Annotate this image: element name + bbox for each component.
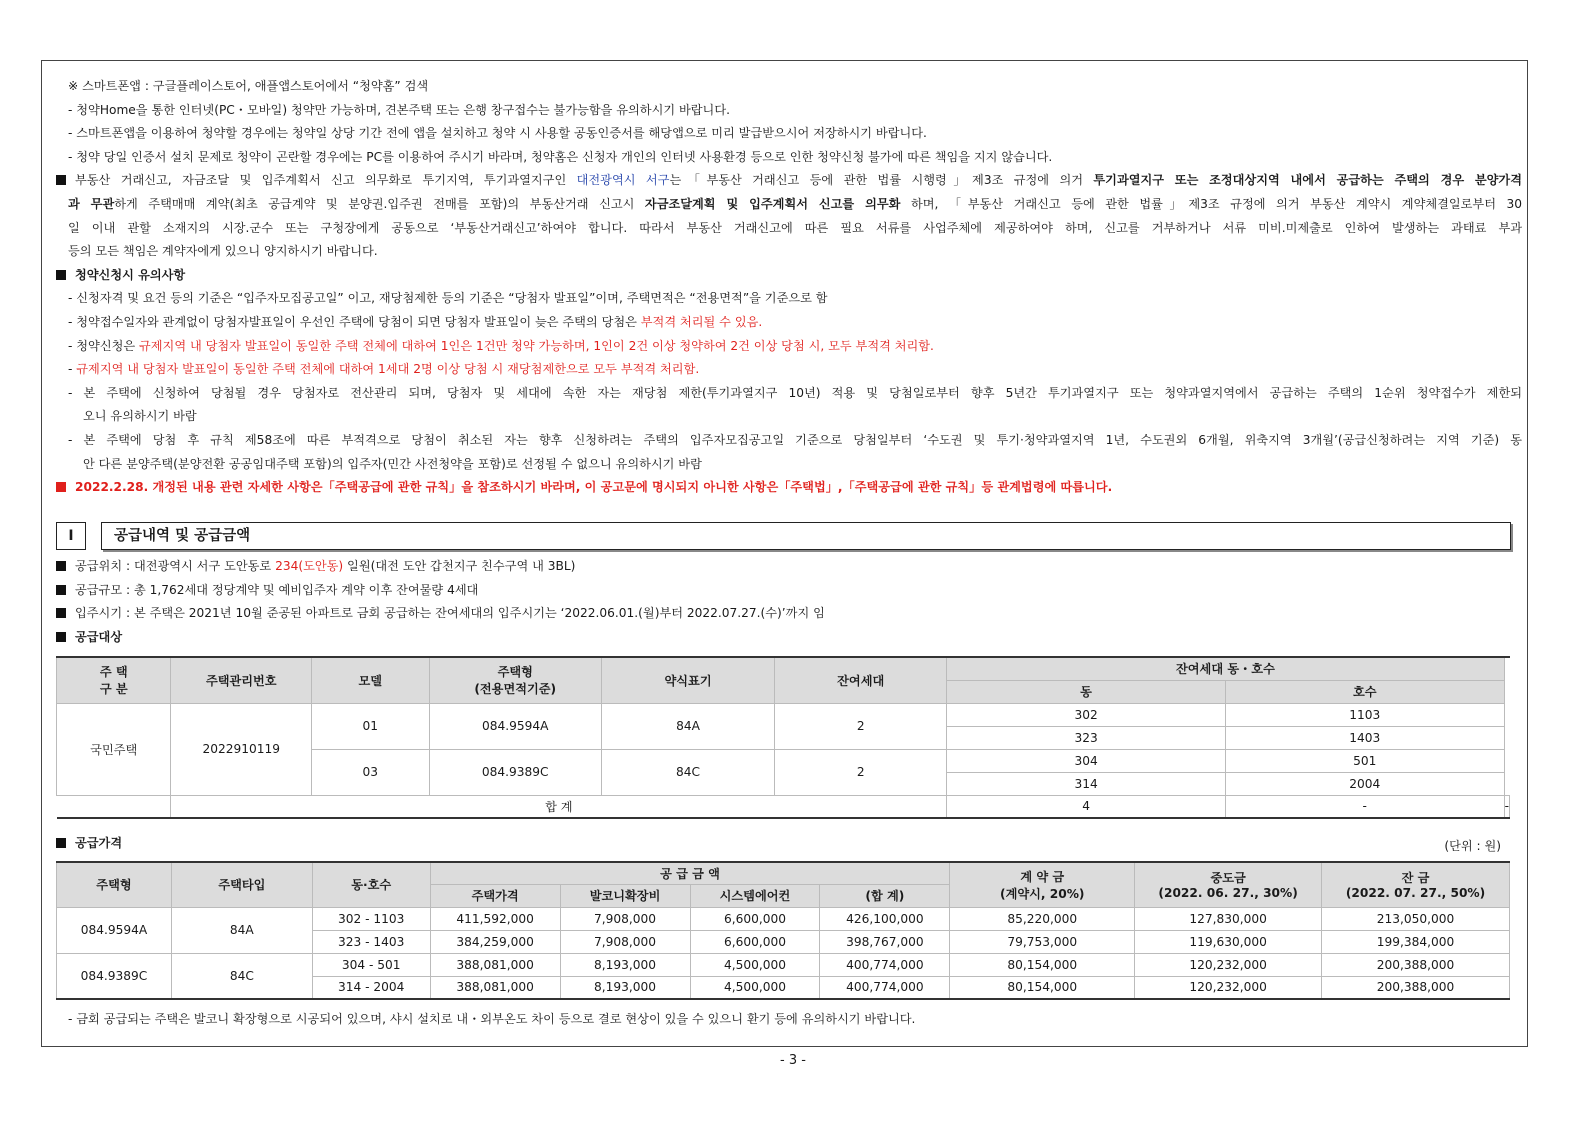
deposit-cell: 79,753,000 (950, 930, 1135, 953)
price-title: 공급가격 (56, 832, 122, 856)
notice-bullet: - 스마트폰앱을 이용하여 청약할 경우에는 청약일 상당 기간 전에 앱을 설치하고 청약 시 사용할 공동인증서를 해당앱으로 미리 발급받으시어 저장하시기 바랍니다. (68, 126, 927, 141)
dong-cell: 302 (947, 703, 1226, 726)
supply-target-title: 공급대상 (56, 626, 1522, 650)
header-dongho: 잔여세대 동・호수 (947, 657, 1504, 680)
model-cell: 03 (312, 749, 429, 795)
header-dongho: 동·호수 (312, 862, 430, 907)
page-frame (41, 60, 1528, 1047)
type-cell: 84A (171, 907, 312, 953)
square-bullet-icon (56, 175, 66, 185)
price-cell: 411,592,000 (430, 907, 560, 930)
table-row (57, 953, 1510, 976)
caution-item-cont: 안 다른 분양주택(분양전환 공공임대주택 포함)의 입주자(민간 사전청약을 포함)로 선정될 수 없으니 유의하시기 바람 (83, 456, 702, 471)
short-cell: 84A (601, 703, 774, 749)
mgmt-no-cell: 2022910119 (171, 703, 312, 795)
dong-cell: 314 (947, 772, 1226, 795)
header-dong: 동 (947, 680, 1226, 703)
price-cell: 384,259,000 (430, 930, 560, 953)
dongho-cell: 302 - 1103 (312, 907, 430, 930)
ho-cell: 1403 (1225, 726, 1504, 749)
price-cell: 388,081,000 (430, 976, 560, 999)
supply-target-table (56, 656, 1510, 819)
aircon-cell: 6,600,000 (690, 907, 820, 930)
header-aircon: 시스템에어컨 (690, 884, 820, 907)
supply-info (56, 555, 1522, 649)
category-cell: 국민주택 (57, 703, 171, 795)
section-title: 공급내역 및 공급금액 (101, 522, 1511, 550)
balcony-cell: 7,908,000 (560, 930, 690, 953)
total-dong: - (1225, 795, 1504, 818)
caution-item: - 규제지역 내 당첨자 발표일이 동일한 주택 전체에 대하여 1세대 2명 이상 당첨 시 재당첨제한으로 모두 부적격 처리함. (68, 362, 700, 377)
aircon-cell: 6,600,000 (690, 930, 820, 953)
deposit-cell: 85,220,000 (950, 907, 1135, 930)
header-balance: 잔 금 (2022. 07. 27., 50%) (1322, 862, 1510, 907)
balance-cell: 199,384,000 (1322, 930, 1510, 953)
balcony-cell: 8,193,000 (560, 976, 690, 999)
balance-cell: 200,388,000 (1322, 953, 1510, 976)
square-bullet-icon (56, 270, 66, 280)
header-price: 주택가격 (430, 884, 560, 907)
notice-section (56, 75, 1522, 500)
caution-item: - 청약신청은 규제지역 내 당첨자 발표일이 동일한 주택 전체에 대하여 1인은 1건만 청약 가능하며, 1인이 2건 이상 청약하여 2건 이상 당첨 시, 모두 부적격 처리함. (68, 338, 934, 353)
header-house-type: 주택형 (전용면적기준) (429, 657, 601, 703)
aircon-cell: 4,500,000 (690, 976, 820, 999)
ho-cell: 2004 (1225, 772, 1504, 795)
sum-cell: 398,767,000 (820, 930, 950, 953)
header-type: 주택타입 (171, 862, 312, 907)
dongho-cell: 314 - 2004 (312, 976, 430, 999)
price-unit: (단위 : 원) (1444, 839, 1501, 853)
remain-cell: 2 (775, 749, 947, 795)
header-supply-amount: 공 급 금 액 (430, 862, 950, 884)
remain-cell: 2 (775, 703, 947, 749)
header-balcony: 발코니확장비 (560, 884, 690, 907)
middle-cell: 120,232,000 (1135, 953, 1322, 976)
table-row (57, 703, 1510, 726)
realestate-notice-line: 과 무관하게 주택매매 계약(최초 공급계약 및 분양권.입주권 전매를 포함)의 부동산거래 신고시 자금조달계획 및 입주계획서 신고를 의무화 하며, 「부동산 거래신고 등에 관한 법률」제3조 규정에 의거 부동산 계약시 계약체결일로부터 30 (68, 196, 1523, 211)
caution-title: 청약신청시 유의사항 (56, 264, 1522, 288)
dongho-cell: 304 - 501 (312, 953, 430, 976)
ho-cell: 1103 (1225, 703, 1504, 726)
dongho-cell: 323 - 1403 (312, 930, 430, 953)
caution-item: - 본 주택에 당첨 후 규칙 제58조에 따른 부적격으로 당첨이 취소된 자는 향후 신청하려는 주택의 입주자모집공고일 기준으로 당첨일부터 ‘수도권 및 투기·청약과열지역 1년, 수도권외 6개월, 위축지역 3개월’(공급신청하려는 지역 기준) 동 (68, 432, 1522, 447)
header-sum: (합 계) (820, 884, 950, 907)
realestate-notice-line: 일 이내 관할 소재지의 시장.군수 또는 구청장에게 공동으로 ‘부동산거래신고’하여야 합니다. 따라서 부동산 거래신고에 따른 필요 서류를 사업주체에 제공하여야 하며, 신고를 거부하거나 서류 미비.미제출로 인하여 발생하는 과태료 부과 (68, 220, 1522, 235)
middle-cell: 127,830,000 (1135, 907, 1322, 930)
price-footnote: - 금회 공급되는 주택은 발코니 확장형으로 시공되어 있으며, 샤시 설치로 내・외부온도 차이 등으로 결로 현상이 있을 수 있으니 환기 등에 유의하시기 바랍니다. (68, 1012, 916, 1026)
ho-cell: 501 (1225, 749, 1504, 772)
header-deposit: 계 약 금 (계약시, 20%) (950, 862, 1135, 907)
square-bullet-icon (56, 608, 66, 618)
header-house-category: 주 택 구 분 (57, 657, 171, 703)
type-cell: 84C (171, 953, 312, 999)
supply-price-table (56, 861, 1510, 1000)
table-row (57, 907, 1510, 930)
rule-notice: 2022.2.28. 개정된 내용 관련 자세한 사항은「주택공급에 관한 규칙」을 참조하시기 바라며, 이 공고문에 명시되지 아니한 사항은「주택법」,「주택공급에 관한 규칙」등 관계법령에 따릅니다. (56, 476, 1522, 500)
balcony-cell: 7,908,000 (560, 907, 690, 930)
square-bullet-icon (56, 561, 66, 571)
square-bullet-icon (56, 482, 66, 492)
supply-movein: 입주시기 : 본 주택은 2021년 10월 준공된 아파트로 금회 공급하는 잔여세대의 입주시기는 ‘2022.06.01.(월)부터 2022.07.27.(수)’까지 임 (56, 602, 1522, 626)
total-label: 합 계 (171, 795, 947, 818)
deposit-cell: 80,154,000 (950, 976, 1135, 999)
square-bullet-icon (56, 585, 66, 595)
house-cell: 084.9389C (57, 953, 172, 999)
deposit-cell: 80,154,000 (950, 953, 1135, 976)
balcony-cell: 8,193,000 (560, 953, 690, 976)
balance-cell: 213,050,000 (1322, 907, 1510, 930)
supply-scale: 공급규모 : 총 1,762세대 정당계약 및 예비입주자 계약 이후 잔여물량 4세대 (56, 579, 1522, 603)
square-bullet-icon (56, 838, 66, 848)
header-short: 약식표기 (601, 657, 774, 703)
house-type-cell: 084.9389C (429, 749, 601, 795)
sum-cell: 400,774,000 (820, 953, 950, 976)
header-remain: 잔여세대 (775, 657, 947, 703)
sum-cell: 400,774,000 (820, 976, 950, 999)
sum-cell: 426,100,000 (820, 907, 950, 930)
supply-location: 공급위치 : 대전광역시 서구 도안동로 234(도안동) 일원(대전 도안 갑천지구 친수구역 내 3BL) (56, 555, 1522, 579)
dong-cell: 304 (947, 749, 1226, 772)
short-cell: 84C (601, 749, 774, 795)
header-model: 모델 (312, 657, 429, 703)
empty-cell (57, 795, 171, 818)
caution-item: - 본 주택에 신청하여 당첨될 경우 당첨자로 전산관리 되며, 당첨자 및 세대에 속한 자는 재당첨 제한(투기과열지구 10년) 적용 및 당첨일로부터 향후 5년간 투기과열지구 또는 청약과열지역에서 공급하는 주택의 1순위 청약접수가 제한되 (68, 385, 1522, 400)
section-number: I (56, 522, 86, 550)
header-house: 주택형 (57, 862, 172, 907)
caution-item: - 신청자격 및 요건 등의 기준은 “입주자모집공고일” 이고, 재당첨제한 등의 기준은 “당첨자 발표일”이며, 주택면적은 “전용면적”을 기준으로 함 (68, 291, 828, 306)
header-ho: 호수 (1225, 680, 1504, 703)
middle-cell: 120,232,000 (1135, 976, 1322, 999)
middle-cell: 119,630,000 (1135, 930, 1322, 953)
balance-cell: 200,388,000 (1322, 976, 1510, 999)
caution-item: - 청약접수일자와 관계없이 당첨자발표일이 우선인 주택에 당첨이 되면 당첨자 발표일이 늦은 주택의 당첨은 부적격 처리될 수 있음. (68, 314, 763, 329)
notice-bullet: - 청약 당일 인증서 설치 문제로 청약이 곤란할 경우에는 PC를 이용하여 주시기 바라며, 청약홈은 신청자 개인의 인터넷 사용환경 등으로 인한 청약신청 불가에 따른 책임을 지지 않습니다. (68, 149, 1053, 164)
header-middle: 중도금 (2022. 06. 27., 30%) (1135, 862, 1322, 907)
realestate-notice-line: 등의 모든 책임은 계약자에게 있으니 양지하시기 바랍니다. (68, 244, 378, 259)
realestate-notice-line: 부동산 거래신고, 자금조달 및 입주계획서 신고 의무화로 투기지역, 투기과열지구인 대전광역시 서구는「부동산 거래신고 등에 관한 법률 시행령」제3조 규정에 의거 투기과열지구 또는 조정대상지역 내에서 공급하는 주택의 경우 분양가격 (56, 169, 1522, 193)
smartphone-note: ※ 스마트폰앱 : 구글플레이스토어, 애플앱스토어에서 “청약홈” 검색 (68, 79, 429, 93)
notice-bullet: - 청약Home을 통한 인터넷(PC・모바일) 청약만 가능하며, 견본주택 또는 은행 창구접수는 불가능함을 유의하시기 바랍니다. (68, 102, 730, 117)
price-cell: 388,081,000 (430, 953, 560, 976)
square-bullet-icon (56, 632, 66, 642)
page-number: - 3 - (780, 1053, 806, 1068)
section-heading (56, 522, 1508, 550)
total-row (57, 795, 1510, 818)
house-type-cell: 084.9594A (429, 703, 601, 749)
caution-item-cont: 오니 유의하시기 바람 (83, 409, 197, 424)
house-cell: 084.9594A (57, 907, 172, 953)
total-remain: 4 (947, 795, 1226, 818)
total-ho: - (1504, 795, 1509, 818)
model-cell: 01 (312, 703, 429, 749)
aircon-cell: 4,500,000 (690, 953, 820, 976)
dong-cell: 323 (947, 726, 1226, 749)
header-mgmt-no: 주택관리번호 (171, 657, 312, 703)
